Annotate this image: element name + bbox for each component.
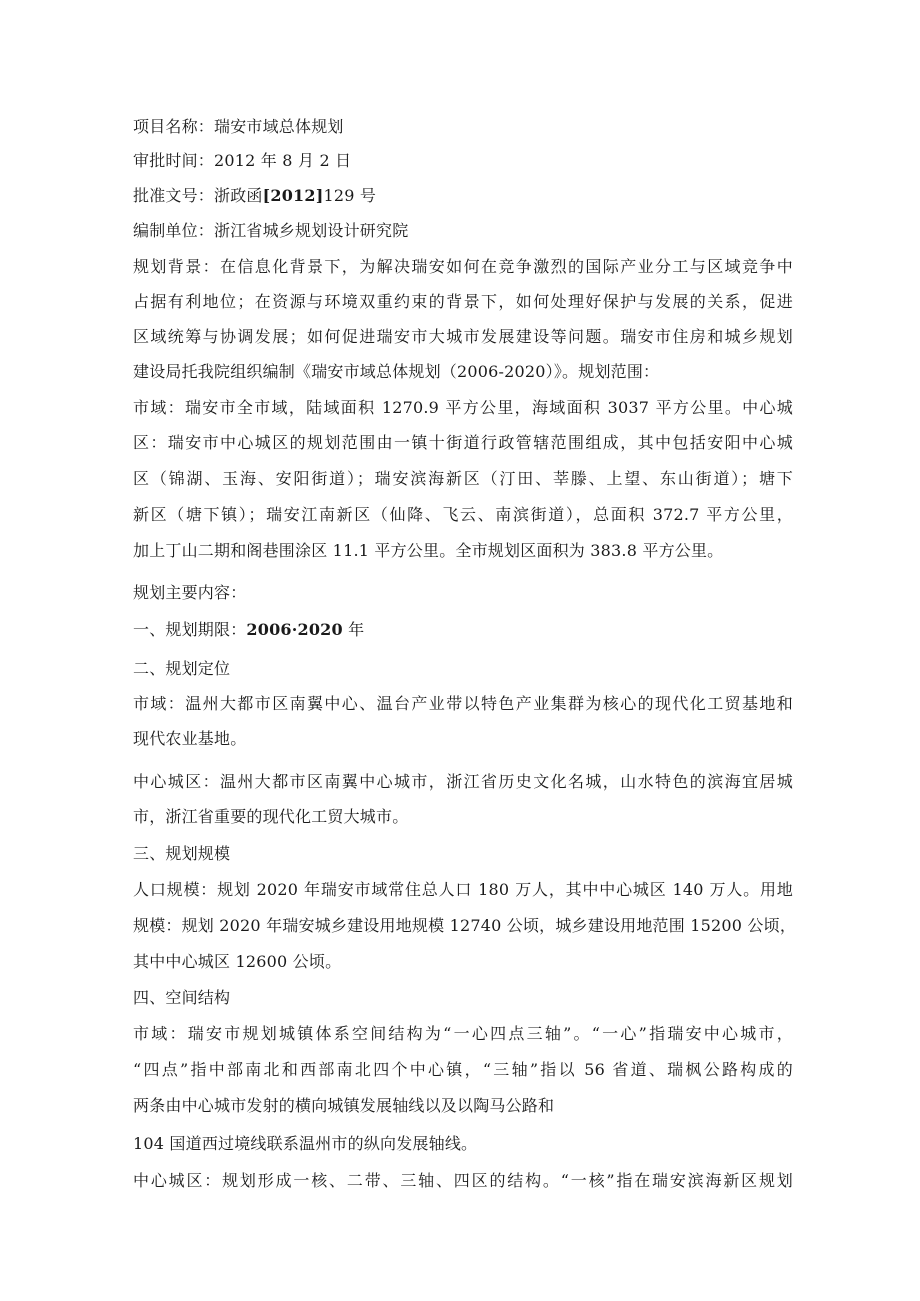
scope-line: 新区（塘下镇）；瑞安江南新区（仙降、飞云、南滨街道），总面积 372.7 平方公里， [133, 505, 793, 524]
compiler: 编制单位：浙江省城乡规划设计研究院 [133, 221, 409, 240]
background-line: 占据有利地位；在资源与环境双重约束的背景下，如何处理好保护与发展的关系，促进 [133, 292, 793, 311]
positioning-center-line: 中心城区：温州大都市区南翼中心城市，浙江省历史文化名城，山水特色的滨海宜居城 [133, 772, 793, 791]
structure-city-line: 两条由中心城市发射的横向城镇发展轴线以及以陶马公路和 [133, 1096, 555, 1115]
scope-line: 区：瑞安市中心城区的规划范围由一镇十街道行政管辖范围组成，其中包括安阳中心城 [133, 433, 793, 452]
approval-doc-suffix: 129 号 [323, 186, 377, 205]
positioning-city-line: 市域：温州大都市区南翼中心、温台产业带以特色产业集群为核心的现代化工贸基地和 [133, 694, 793, 713]
period-value: 2006·2020 [246, 620, 343, 639]
scope-line: 加上丁山二期和阁巷围涂区 11.1 平方公里。全市规划区面积为 383.8 平方公里。 [133, 541, 724, 560]
structure-heading: 四、空间结构 [133, 988, 231, 1007]
scale-line: 人口规模：规划 2020 年瑞安市域常住总人口 180 万人，其中中心城区 140 万人。用地 [133, 880, 793, 899]
approval-doc-prefix: 批准文号：浙政函 [133, 186, 263, 205]
approval-doc-year: [2012] [262, 186, 324, 205]
approval-time: 审批时间：2012 年 8 月 2 日 [133, 151, 352, 170]
scale-line: 其中中心城区 12600 公顷。 [133, 952, 342, 971]
background-line: 建设局托我院组织编制《瑞安市域总体规划（2006-2020）》。规划范围： [133, 362, 660, 381]
structure-city-line: 104 国道西过境线联系温州市的纵向发展轴线。 [133, 1134, 478, 1153]
scope-line: 市域：瑞安市全市域，陆域面积 1270.9 平方公里，海域面积 3037 平方公里。中心城 [133, 398, 793, 417]
project-name: 项目名称：瑞安市域总体规划 [133, 117, 344, 136]
positioning-heading: 二、规划定位 [133, 659, 231, 678]
positioning-center-line: 市，浙江省重要的现代化工贸大城市。 [133, 807, 409, 826]
period-suffix: 年 [342, 620, 365, 639]
structure-city-line: 市域：瑞安市规划城镇体系空间结构为“一心四点三轴”。“一心”指瑞安中心城市， [133, 1024, 793, 1043]
scale-heading: 三、规划规模 [133, 844, 231, 863]
scope-line: 区（锦湖、玉海、安阳街道）；瑞安滨海新区（汀田、莘滕、上望、东山街道）；塘下 [133, 469, 793, 488]
positioning-city-line: 现代农业基地。 [133, 729, 247, 748]
period-line [133, 620, 793, 640]
scale-line: 规模：规划 2020 年瑞安城乡建设用地规模 12740 公顷，城乡建设用地范围 15200 公顷， [133, 916, 797, 935]
structure-city-line: “四点”指中部南北和西部南北四个中心镇，“三轴”指以 56 省道、瑞枫公路构成的 [133, 1060, 793, 1079]
background-line: 区域统筹与协调发展；如何促进瑞安市大城市发展建设等问题。瑞安市住房和城乡规划 [133, 327, 793, 346]
period-prefix: 一、规划期限： [133, 620, 247, 639]
approval-doc-number [133, 186, 793, 206]
structure-center-line: 中心城区：规划形成一核、二带、三轴、四区的结构。“一核”指在瑞安滨海新区规划 [133, 1171, 793, 1190]
background-line: 规划背景：在信息化背景下，为解决瑞安如何在竞争激烈的国际产业分工与区域竞争中 [133, 257, 793, 276]
main-content-title: 规划主要内容： [133, 583, 247, 602]
